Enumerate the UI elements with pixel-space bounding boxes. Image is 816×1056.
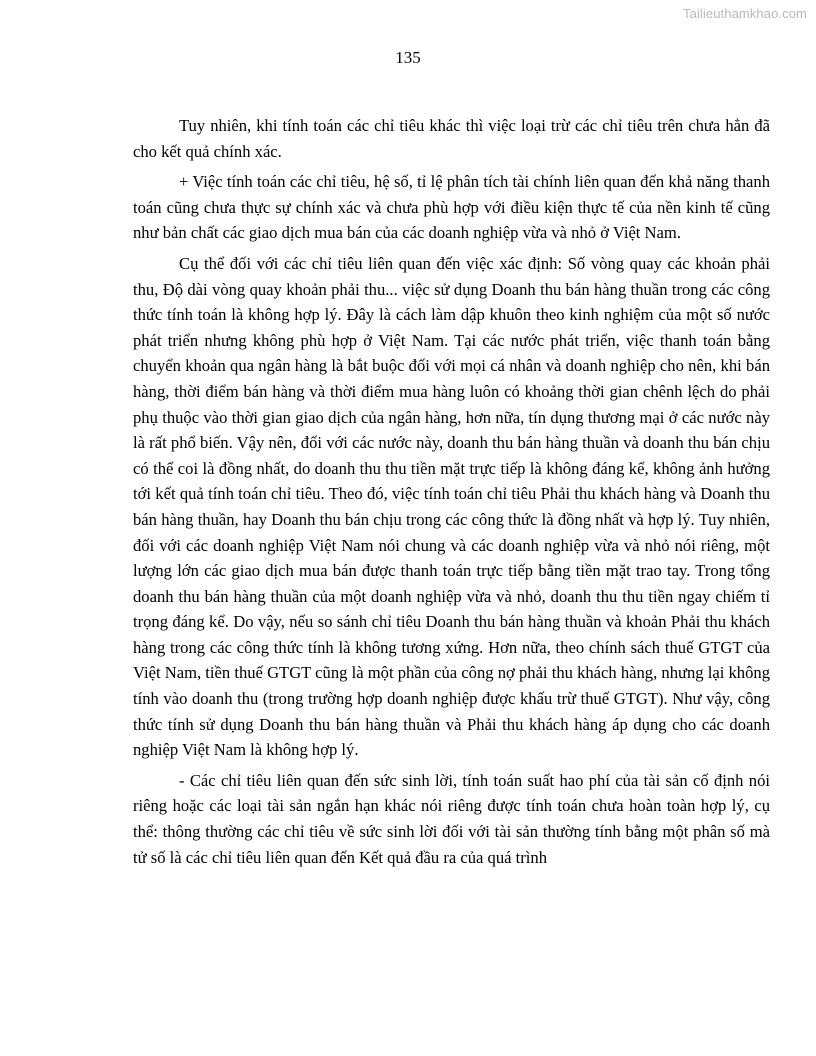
watermark-text: Tailieuthamkhao.com — [682, 6, 807, 21]
paragraph-1: Tuy nhiên, khi tính toán các chỉ tiêu khác thì việc loại trừ các chỉ tiêu trên chưa hẳn đã cho kết quả chính xác. — [133, 116, 770, 161]
page-body — [133, 113, 770, 875]
page-number: 135 — [395, 48, 421, 67]
paragraph-4: - Các chỉ tiêu liên quan đến sức sinh lời, tính toán suất hao phí của tài sản cố định nói riêng hoặc các loại tài sản ngắn hạn khác nói riêng được tính toán chưa hoàn toàn hợp lý, cụ thể: thông thường các chỉ tiêu về sức sinh lời đối với tài sản thường tính bằng một phân số mà tử số là các chỉ tiêu liên quan đến Kết quả đầu ra của quá trình — [133, 770, 770, 867]
paragraph-3: Cụ thể đối với các chỉ tiêu liên quan đến việc xác định: Số vòng quay các khoản phải thu, Độ dài vòng quay khoản phải thu... việc sử dụng Doanh thu bán hàng thuần trong các công thức tính toán là không hợp lý. Đây là cách làm dập khuôn theo kinh nghiệm của một số nước phát triển nhưng không phù hợp ở Việt Nam. Tại các nước phát triển, việc thanh toán bằng chuyển khoản qua ngân hàng là bắt buộc đối với mọi cá nhân và doanh nghiệp cho nên, khi bán hàng, thời điểm bán hàng và thời điểm mua hàng luôn có khoảng thời gian chênh lệch do phải phụ thuộc vào thời gian giao dịch của ngân hàng, hơn nữa, tín dụng thương mại ở các nước này là rất phổ biến. Vậy nên, đối với các nước này, doanh thu bán hàng thuần và doanh thu bán chịu có thể coi là đồng nhất, do doanh thu thu tiền mặt trực tiếp là không đáng kể, không ảnh hưởng tới kết quả tính toán chỉ tiêu. Theo đó, việc tính toán chỉ tiêu Phải thu khách hàng và Doanh thu bán hàng thuần, hay Doanh thu bán chịu trong các công thức là đồng nhất và hợp lý. Tuy nhiên, đối với các doanh nghiệp Việt Nam nói chung và các doanh nghiệp vừa và nhỏ nói riêng, một lượng lớn các giao dịch mua bán được thanh toán trực tiếp bằng tiền mặt trao tay. Trong tổng doanh thu bán hàng thuần của một doanh nghiệp vừa và nhỏ, doanh thu thu tiền ngay chiếm tỉ trọng đáng kể. Do vậy, nếu so sánh chỉ tiêu Doanh thu bán hàng thuần và khoản Phải thu khách hàng trong các công thức tính là không tương xứng. Hơn nữa, theo chính sách thuế GTGT của Việt Nam, tiền thuế GTGT cũng là một phần của công nợ phải thu khách hàng, nhưng lại không tính vào doanh thu (trong trường hợp doanh nghiệp được khấu trừ thuế GTGT). Như vậy, công thức tính sử dụng Doanh thu bán hàng thuần và Phải thu khách hàng áp dụng cho các doanh nghiệp Việt Nam là không hợp lý. — [133, 253, 770, 760]
paragraph-2: + Việc tính toán các chỉ tiêu, hệ số, tỉ lệ phân tích tài chính liên quan đến khả năng thanh toán cũng chưa thực sự chính xác và chưa phù hợp với điều kiện thực tế của nền kinh tế cũng như bản chất các giao dịch mua bán của các doanh nghiệp vừa và nhỏ ở Việt Nam. — [133, 172, 770, 243]
